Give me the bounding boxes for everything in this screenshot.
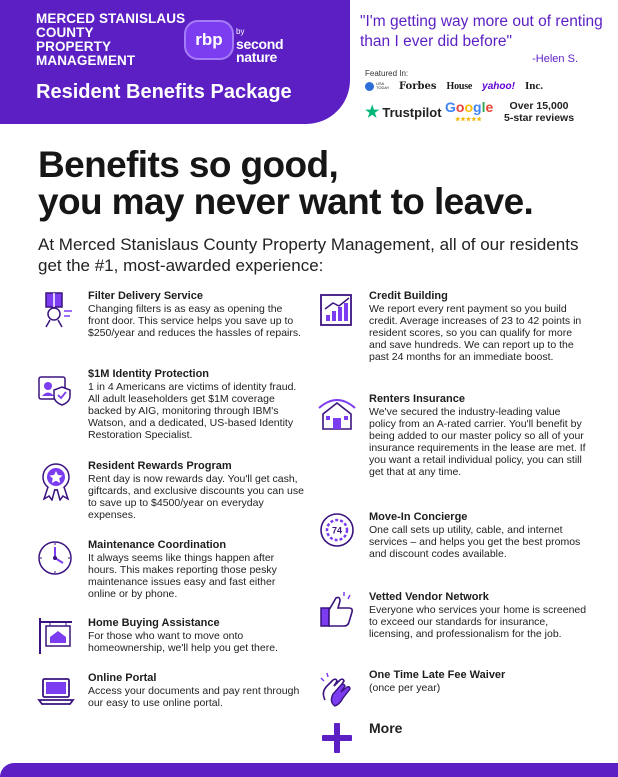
thermostat-reading: 74 bbox=[331, 525, 343, 536]
benefit-description: (once per year) bbox=[369, 682, 441, 694]
rbp-logo: rbp bbox=[184, 20, 234, 60]
growth-chart-icon bbox=[317, 289, 357, 329]
benefit-description: Everyone who services your home is screened to exceed our standards for insurance, licensing, and professionalism for the job. bbox=[369, 604, 587, 640]
company-name: MERCED STANISLAUS COUNTY PROPERTY MANAGEMENT bbox=[36, 11, 186, 68]
benefit-title: One Time Late Fee Waiver bbox=[369, 669, 506, 681]
inc-logo: Inc. bbox=[524, 80, 543, 92]
google-logo: Google ★★★★★ bbox=[445, 99, 494, 123]
clapping-hands-icon bbox=[317, 670, 357, 710]
benefit-description: Changing filters is as easy as opening the front door. This service helps you save up to $250/year and reduces the hassles of repairs. bbox=[88, 303, 302, 339]
benefit-title: Resident Rewards Program bbox=[88, 460, 232, 472]
clock-icon bbox=[36, 538, 76, 578]
star-icon: ★ bbox=[365, 104, 380, 121]
plus-icon bbox=[317, 719, 357, 759]
footer-bar bbox=[0, 763, 618, 777]
benefit-title: Maintenance Coordination bbox=[88, 539, 227, 551]
forbes-logo: Forbes bbox=[399, 80, 437, 92]
benefit-title: Credit Building bbox=[369, 290, 448, 302]
review-count: Over 15,000 5-star reviews bbox=[504, 100, 575, 124]
thumbs-up-icon bbox=[317, 590, 357, 630]
benefit-description: Access your documents and pay rent through our easy to use online portal. bbox=[88, 685, 300, 709]
benefit-title: Renters Insurance bbox=[369, 393, 465, 405]
benefit-title: Home Buying Assistance bbox=[88, 617, 220, 629]
benefit-description: It always seems like things happen after hours. This makes reporting those pesky maintenance issues easy and fast either online or by phone. bbox=[88, 552, 277, 600]
benefit-description: For those who want to move onto homeownership, we'll help you get there. bbox=[88, 630, 278, 654]
featured-label: Featured In: bbox=[365, 69, 409, 78]
second-nature-logo bbox=[236, 25, 283, 64]
trustpilot-logo: ★ Trustpilot bbox=[365, 104, 442, 121]
page-headline: Benefits so good, you may never want to leave. bbox=[38, 144, 534, 222]
rating-stars-icon: ★★★★★ bbox=[455, 117, 482, 123]
package-title: Resident Benefits Package bbox=[36, 81, 292, 103]
testimonial-author: -Helen S. bbox=[532, 53, 578, 65]
benefit-description: One call sets up utility, cable, and internet services – and helps you get the best promos and discount codes available. bbox=[369, 524, 581, 560]
benefit-description: We report every rent payment so you build credit. Average increases of 23 to 42 points in resident scores, so you can qualify for more and save hundreds. We can report up to the past 24 months for an immediate boost. bbox=[369, 303, 582, 363]
benefit-title: Online Portal bbox=[88, 672, 157, 684]
benefit-description: 1 in 4 Americans are victims of identity fraud. All adult leaseholders get $1M coverage backed by AIG, monitoring through IBM's Watson, and a dedicated, US-based Identity Restoration Specialist. bbox=[88, 381, 297, 441]
id-shield-icon bbox=[36, 369, 76, 409]
benefit-title: Vetted Vendor Network bbox=[369, 591, 489, 603]
yahoo-logo: yahoo! bbox=[482, 80, 515, 92]
benefit-title: Move-In Concierge bbox=[369, 511, 468, 523]
house-sign-icon bbox=[36, 616, 76, 656]
more-label: More bbox=[369, 720, 403, 736]
insured-home-icon bbox=[317, 392, 357, 432]
benefit-description: We've secured the industry-leading value policy from an A-rated carrier. You'll benefit by being added to our master policy so all of your insurance requirements in the lease are met. If you want a retail individual policy, you can still get that at any time. bbox=[369, 406, 586, 478]
header-banner bbox=[0, 0, 350, 124]
laptop-icon bbox=[36, 671, 76, 711]
thermostat-icon bbox=[317, 510, 357, 550]
benefit-description: Rent day is now rewards day. You'll get cash, giftcards, and exclusive discounts you can use to save up to $4500/year on everyday expenses. bbox=[88, 473, 304, 521]
by-label: by bbox=[236, 27, 245, 36]
usa-today-logo: USA TODAY bbox=[365, 80, 389, 92]
intro-text: At Merced Stanislaus County Property Management, all of our residents get the #1, most-awarded experience: bbox=[38, 235, 579, 275]
testimonial-quote: "I'm getting way more out of renting than I ever did before" bbox=[360, 13, 603, 50]
house-logo: House bbox=[446, 80, 473, 92]
award-ribbon-icon bbox=[36, 461, 76, 501]
press-logos bbox=[365, 80, 605, 92]
benefit-title: Filter Delivery Service bbox=[88, 290, 203, 302]
second-nature-text: second nature bbox=[236, 36, 284, 65]
benefit-title: $1M Identity Protection bbox=[88, 368, 210, 380]
delivery-box-icon bbox=[36, 289, 76, 329]
